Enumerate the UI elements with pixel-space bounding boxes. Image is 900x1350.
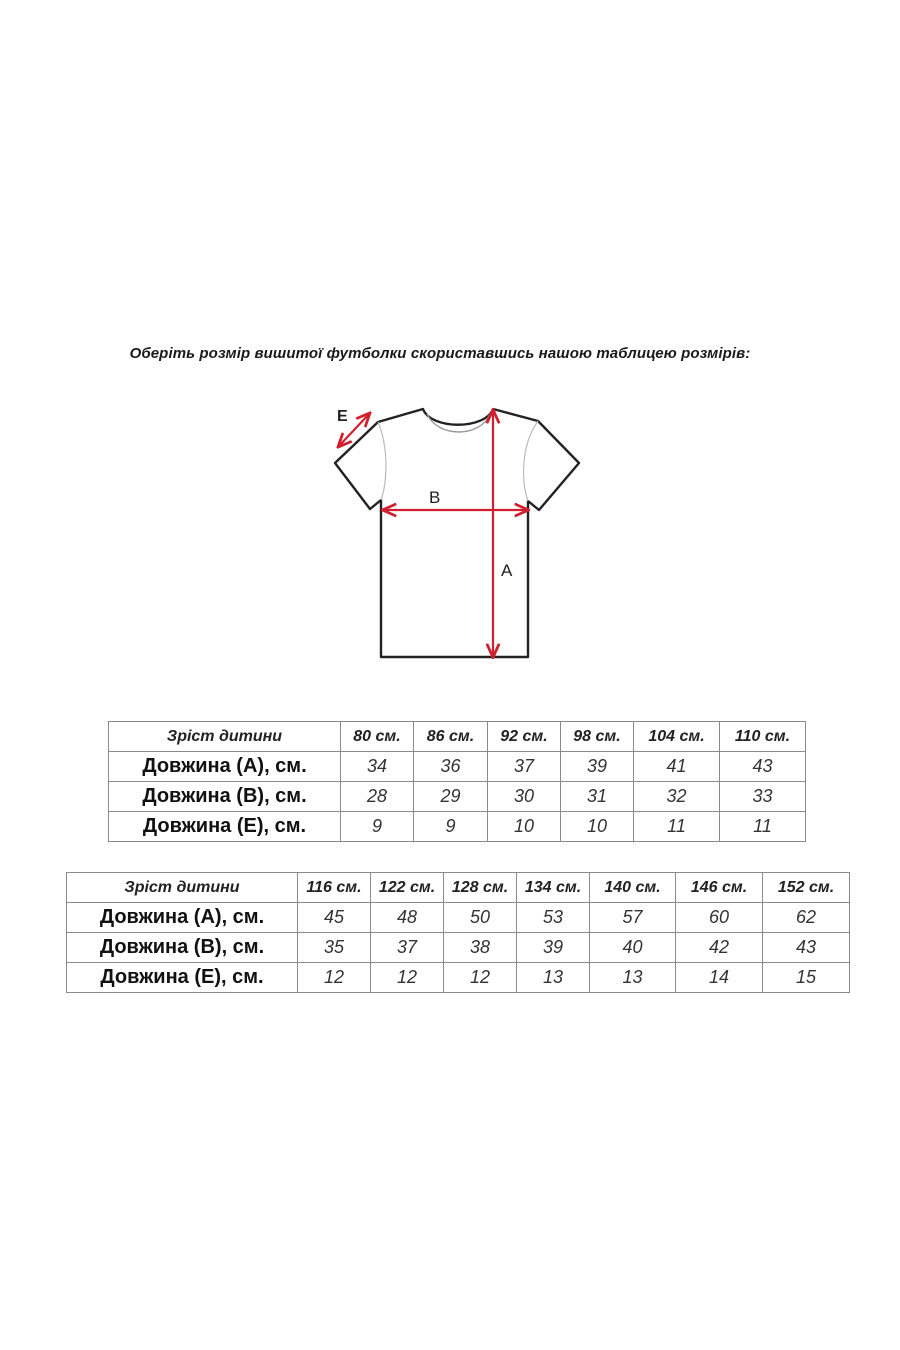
table-row [109,752,806,782]
size-header-cell: 110 см. [720,722,806,752]
tshirt-measurement-diagram [330,400,590,665]
label-b: B [429,488,441,507]
value-cell: 62 [763,903,850,933]
size-header-cell: 86 см. [414,722,488,752]
size-header-cell: 116 см. [298,873,371,903]
value-cell: 14 [676,963,763,993]
height-header-label: Зріст дитини [67,873,298,903]
row-label-length-a: Довжина (А), см. [109,752,341,782]
value-cell: 41 [634,752,720,782]
value-cell: 10 [488,812,561,842]
table-row [67,903,850,933]
value-cell: 45 [298,903,371,933]
value-cell: 39 [517,933,590,963]
size-header-cell: 134 см. [517,873,590,903]
value-cell: 9 [414,812,488,842]
row-label-length-e: Довжина (Е), см. [67,963,298,993]
size-header-cell: 104 см. [634,722,720,752]
value-cell: 11 [720,812,806,842]
value-cell: 37 [488,752,561,782]
table-row [109,782,806,812]
table-row [109,812,806,842]
label-e: E [337,408,348,425]
row-label-length-a: Довжина (А), см. [67,903,298,933]
value-cell: 53 [517,903,590,933]
value-cell: 43 [720,752,806,782]
table-header-row [109,722,806,752]
value-cell: 28 [341,782,414,812]
value-cell: 36 [414,752,488,782]
value-cell: 13 [517,963,590,993]
value-cell: 12 [371,963,444,993]
row-label-length-e: Довжина (Е), см. [109,812,341,842]
size-header-cell: 122 см. [371,873,444,903]
value-cell: 42 [676,933,763,963]
table-header-row [67,873,850,903]
value-cell: 29 [414,782,488,812]
size-header-cell: 146 см. [676,873,763,903]
size-header-cell: 128 см. [444,873,517,903]
value-cell: 38 [444,933,517,963]
size-table-small [108,721,806,842]
value-cell: 31 [561,782,634,812]
value-cell: 11 [634,812,720,842]
size-header-cell: 140 см. [590,873,676,903]
intro-text: Оберіть розмір вишитої футболки скориставшись нашою таблицею розмірів: [129,345,751,362]
value-cell: 32 [634,782,720,812]
row-label-length-b: Довжина (В), см. [109,782,341,812]
table-row [67,963,850,993]
value-cell: 40 [590,933,676,963]
value-cell: 13 [590,963,676,993]
value-cell: 35 [298,933,371,963]
value-cell: 50 [444,903,517,933]
height-header-label: Зріст дитини [109,722,341,752]
value-cell: 30 [488,782,561,812]
value-cell: 48 [371,903,444,933]
value-cell: 15 [763,963,850,993]
value-cell: 37 [371,933,444,963]
value-cell: 60 [676,903,763,933]
size-header-cell: 80 см. [341,722,414,752]
value-cell: 33 [720,782,806,812]
size-table-large [66,872,850,993]
value-cell: 12 [298,963,371,993]
size-header-cell: 92 см. [488,722,561,752]
value-cell: 43 [763,933,850,963]
value-cell: 12 [444,963,517,993]
value-cell: 57 [590,903,676,933]
tshirt-outline [335,409,579,657]
value-cell: 9 [341,812,414,842]
value-cell: 39 [561,752,634,782]
value-cell: 34 [341,752,414,782]
size-header-cell: 152 см. [763,873,850,903]
label-a: A [501,561,513,580]
size-header-cell: 98 см. [561,722,634,752]
value-cell: 10 [561,812,634,842]
table-row [67,933,850,963]
row-label-length-b: Довжина (В), см. [67,933,298,963]
